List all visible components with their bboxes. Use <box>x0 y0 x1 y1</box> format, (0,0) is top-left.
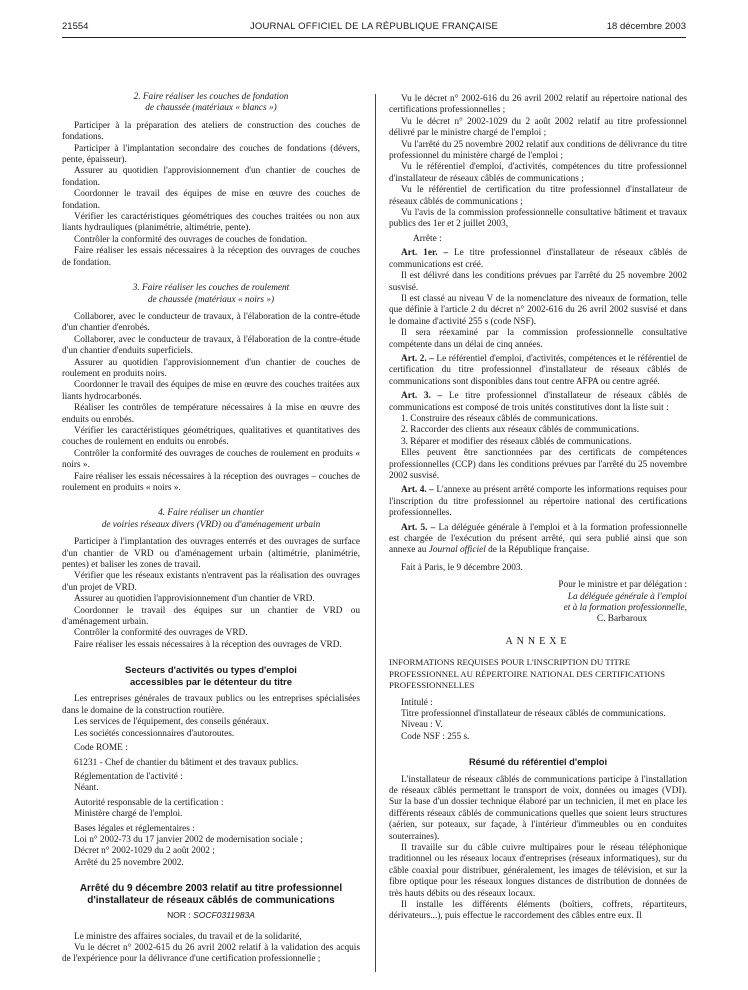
paragraph: Il sera réexaminé par la commission professionnelle consultative compétente dans un délai de cinq années. <box>389 328 687 350</box>
paragraph: Vérifier les caractéristiques géométriques des couches traitées ou non aux liants hydrauliques (planimétrie, altimétrie, pente). <box>62 212 360 234</box>
paragraph: L'installateur de réseaux câblés de communications participe à l'installation de réseaux câblés permettant le transport de voix, données ou images (VDI). Sur la base d'un dossier technique élaboré par un technicien, il met en place les différents réseaux câblés de communications quelles que soient leurs structures (aérien, sur poteaux, sur façade, à l'intérieur d'immeubles ou en conduites souterraines). <box>389 774 687 842</box>
signature-name: C. Barbaroux <box>596 614 647 625</box>
paragraph: Vu l'arrêté du 25 novembre 2002 relatif aux conditions de délivrance du titre professionnel du ministère chargé de l'emploi ; <box>389 139 687 162</box>
paragraph: Participer à l'implantation secondaire des couches de fondations (dévers, pente, épaisseur). <box>62 143 360 166</box>
art1-label: Art. 1er. – <box>401 248 449 259</box>
paragraph: Coordonner le travail des équipes sur un chantier de VRD ou d'aménagement urbain. <box>62 605 360 628</box>
nor-label: NOR : <box>167 910 191 921</box>
paragraph: Le ministre des affaires sociales, du travail et de la solidarité, <box>74 931 302 942</box>
paragraph: Participer à la préparation des ateliers de construction des couches de fondations. <box>62 120 360 143</box>
article-2 <box>389 354 687 388</box>
paragraph: Vu le décret n° 2002-616 du 26 avril 2002 relatif au répertoire national des certifications professionnelles ; <box>389 94 687 116</box>
bases-value: Loi n° 2002-73 du 17 janvier 2002 de modernisation sociale ; <box>74 834 303 845</box>
left-column <box>62 92 360 966</box>
signature-role: La déléguée générale à l'emploi <box>567 591 687 602</box>
paragraph: Elles peuvent être sanctionnées par des certificats de compétences professionnelles (CCP) dans les conditions prévues par l'arrêté du 25 novembre 2002 susvisé. <box>389 448 687 481</box>
regl-label: Réglementation de l'activité : <box>74 771 183 782</box>
arrete-title: Arrêté du 9 décembre 2003 relatif au titre professionnel <box>79 883 343 895</box>
art5-text-b: de la République française. <box>485 545 590 556</box>
signature-line-2 <box>389 592 687 603</box>
paragraph: Faire réaliser les essais nécessaires à la réception des ouvrages de VRD. <box>74 639 342 650</box>
art5-label: Art. 5. – <box>401 522 436 533</box>
annexe-title: ANNEXE <box>505 635 571 647</box>
bases-label: Bases légales et réglementaires : <box>74 823 195 834</box>
secteurs-title: Secteurs d'activités ou types d'emploi <box>125 665 297 677</box>
paragraph: Contrôler la conformité des ouvrages de couches de fondation. <box>74 234 308 245</box>
journal-title: JOURNAL OFFICIEL DE LA RÉPUBLIQUE FRANÇAISE <box>249 21 499 32</box>
nor-reference <box>62 910 360 921</box>
list-item: 2. Raccorder des clients aux réseaux câblés de communications. <box>401 425 640 436</box>
paragraph: Il est classé au niveau V de la nomenclature des niveaux de formation, telle que définie à l'article 2 du décret n° 2002-616 du 26 avril 2002 susvisé et dans le domaine d'activité 255 s (code NSF). <box>389 293 687 327</box>
signature-line-1: Pour le ministre et par délégation : <box>558 580 687 591</box>
secteurs-subtitle: accessibles par le détenteur du titre <box>129 676 293 688</box>
paragraph: Collaborer, avec le conducteur de travaux, à l'élaboration de la contre-étude d'un chantier d'enduits superficiels. <box>62 334 360 357</box>
paragraph: Assurer au quotidien l'approvisionnement d'un chantier de VRD. <box>74 594 315 605</box>
autorite-label: Autorité responsable de la certification : <box>74 797 224 808</box>
paragraph: Contrôler la conformité des ouvrages de VRD. <box>74 628 248 639</box>
paragraph: Vérifier que les réseaux existants n'entravent pas la réalisation des ouvrages d'un projet de VRD. <box>62 571 360 593</box>
art4-text: L'annexe au présent arrêté comporte les informations requises pour l'inscription du titre professionnel au répertoire national des certifications professionnelles. <box>389 485 688 519</box>
intitule-value: Titre professionnel d'installateur de réseaux câblés de communications. <box>401 708 666 719</box>
paragraph: Assurer au quotidien l'approvisionnement d'un chantier de couches de fondation. <box>62 166 360 188</box>
paragraph: Vu l'avis de la commission professionnelle consultative bâtiment et travaux publics des 1er et 2 juillet 2003, <box>389 208 687 230</box>
art5-text-a: La déléguée générale à l'emploi et à la formation professionnelle est chargée de l'exécution du présent arrêté, qui sera publié ainsi que son annexe au <box>389 522 687 556</box>
paragraph: Assurer au quotidien l'approvisionnement d'un chantier de couches de roulement en produits noirs. <box>62 357 360 379</box>
paragraph: Faire réaliser les essais nécessaires à la réception des ouvrages de couches de fondation. <box>62 246 360 268</box>
code-nsf: Code NSF : 255 s. <box>401 731 470 742</box>
section-2-title: 2. Faire réaliser les couches de fondation <box>133 92 289 102</box>
paragraph: Vu le décret n° 2002-615 du 26 avril 2002 relatif à la validation des acquis de l'expérience pour la délivrance d'une certification professionnelle ; <box>62 942 360 965</box>
paragraph: Collaborer, avec le conducteur de travaux, à l'élaboration de la contre-étude d'un chantier d'enrobés. <box>62 311 360 334</box>
intitule-label: Intitulé : <box>401 697 433 708</box>
section-4-title: 4. Faire réaliser un chantier <box>158 508 264 519</box>
paragraph: Il installe les différents éléments (boîtiers, coffrets, répartiteurs, dérivateurs...), puis effectue le raccordement des câbles entre eux. Il <box>389 900 687 922</box>
arrete-label: Arrête : <box>413 233 442 244</box>
info-caps: INFORMATIONS REQUISES POUR L'INSCRIPTION DU TITRE PROFESSIONNEL AU RÉPERTOIRE NATIONAL DES CERTIFICATIONS PROFESSIONNELLES <box>389 657 665 691</box>
signature-line-3 <box>389 603 687 614</box>
art2-label: Art. 2. – <box>401 353 434 364</box>
issue-date: 18 décembre 2003 <box>606 21 686 32</box>
regl-value: Néant. <box>74 783 99 794</box>
signature-role-2: et à la formation professionnelle, <box>563 603 687 614</box>
article-1 <box>389 248 687 271</box>
paragraph: Réaliser les contrôles de température nécessaires à la mise en œuvre des enduits ou enrobés. <box>62 403 360 425</box>
art2-text: Le référentiel d'emploi, d'activités, compétences et le référentiel de certification du titre professionnel d'installateur de réseaux câblés de communications sont disponibles dans tout centre AFPA ou centre agréé. <box>389 353 687 387</box>
paragraph: Les sociétés concessionnaires d'autoroutes. <box>74 728 235 739</box>
article-3 <box>389 391 687 414</box>
paragraph: Vu le référentiel de certification du titre professionnel d'installateur de réseaux câblés de communications ; <box>389 185 687 207</box>
art4-label: Art. 4. – <box>401 485 434 496</box>
list-item: 3. Réparer et modifier des réseaux câblés de communications. <box>401 436 632 447</box>
arrete-subtitle: d'installateur de réseaux câblés de communications <box>87 895 335 907</box>
bases-value: Arrêté du 25 novembre 2002. <box>74 857 184 868</box>
rome-value: 61231 - Chef de chantier du bâtiment et des travaux publics. <box>74 757 299 768</box>
section-4-subtitle: de voiries réseaux divers (VRD) ou d'aménagement urbain <box>101 519 321 530</box>
bases-value: Décret n° 2002-1029 du 2 août 2002 ; <box>74 846 215 857</box>
paragraph: Vérifier les caractéristiques géométriques, qualitatives et quantitatives des couches de roulement en enduits ou enrobés. <box>62 425 360 448</box>
page-header <box>62 21 686 35</box>
resume-title: Résumé du référentiel d'emploi <box>468 757 608 768</box>
header-rule <box>62 37 686 38</box>
niveau: Niveau : V. <box>401 720 443 731</box>
art5-italic: Journal officiel <box>428 545 486 556</box>
paragraph: Coordonner le travail des équipes de mise en œuvre des couches de fondation. <box>62 189 360 211</box>
paragraph: Participer à l'implantation des ouvrages enterrés et des ouvrages de surface d'un chantier de VRD ou d'aménagement urbain (altimétrie, planimétrie, pentes) et baliser les zones de travail. <box>62 537 360 571</box>
paragraph: Vu le référentiel d'emploi, d'activités, compétences du titre professionnel d'installateur de réseaux câblés de communications ; <box>389 162 687 184</box>
paragraph: Faire réaliser les essais nécessaires à la réception des ouvrages – couches de roulement en produits « noirs ». <box>62 471 360 493</box>
article-4 <box>389 485 687 519</box>
art3-label: Art. 3. – <box>401 391 443 402</box>
nor-value: SOCF0311983A <box>193 910 255 921</box>
column-divider <box>375 94 376 972</box>
autorite-value: Ministère chargé de l'emploi. <box>74 809 183 820</box>
page-number: 21554 <box>62 21 89 32</box>
paragraph: Les entreprises générales de travaux publics ou les entreprises spécialisées dans le domaine de la construction routière. <box>62 694 360 716</box>
fait-a-paris: Fait à Paris, le 9 décembre 2003. <box>401 562 523 573</box>
art3-text: Le titre professionnel d'installateur de réseaux câblés de communications est composé de trois unités constitutives dont la liste suit : <box>389 391 688 413</box>
section-3-title: 3. Faire réaliser les couches de roulement <box>132 283 290 294</box>
right-column <box>389 94 687 923</box>
section-3-subtitle: de chaussée (matériaux « noirs ») <box>147 294 275 305</box>
paragraph: Coordonner le travail des équipes de mise en œuvre des couches traitées aux liants hydrocarbonés. <box>62 380 360 402</box>
paragraph: Vu le décret n° 2002-1029 du 2 août 2002 relatif au titre professionnel délivré par le ministre chargé de l'emploi ; <box>389 116 687 139</box>
list-item: 1. Construire des réseaux câblés de communications. <box>401 413 598 424</box>
rome-label: Code ROME : <box>74 743 128 754</box>
section-2-subtitle: de chaussée (matériaux « blancs ») <box>145 103 277 114</box>
paragraph: Il est délivré dans les conditions prévues par l'arrêté du 25 novembre 2002 susvisé. <box>389 271 687 293</box>
article-5 <box>389 523 687 557</box>
art1-text: Le titre professionnel d'installateur de réseaux câblés de communications est créé. <box>389 248 687 270</box>
paragraph: Les services de l'équipement, des conseils généraux. <box>74 717 269 728</box>
paragraph: Il travaille sur du câble cuivre multipaires pour le réseau téléphonique traditionnel ou les réseaux locaux d'entreprises (réseaux informatiques), sur du câble coaxial pour distribuer, généralement, les images de télévision, et sur la fibre optique pour les réseaux longues distances de distribution de données de très hauts débits ou des réseaux locaux. <box>389 842 687 899</box>
paragraph: Contrôler la conformité des ouvrages de couches de roulement en produits « noirs ». <box>62 448 360 471</box>
